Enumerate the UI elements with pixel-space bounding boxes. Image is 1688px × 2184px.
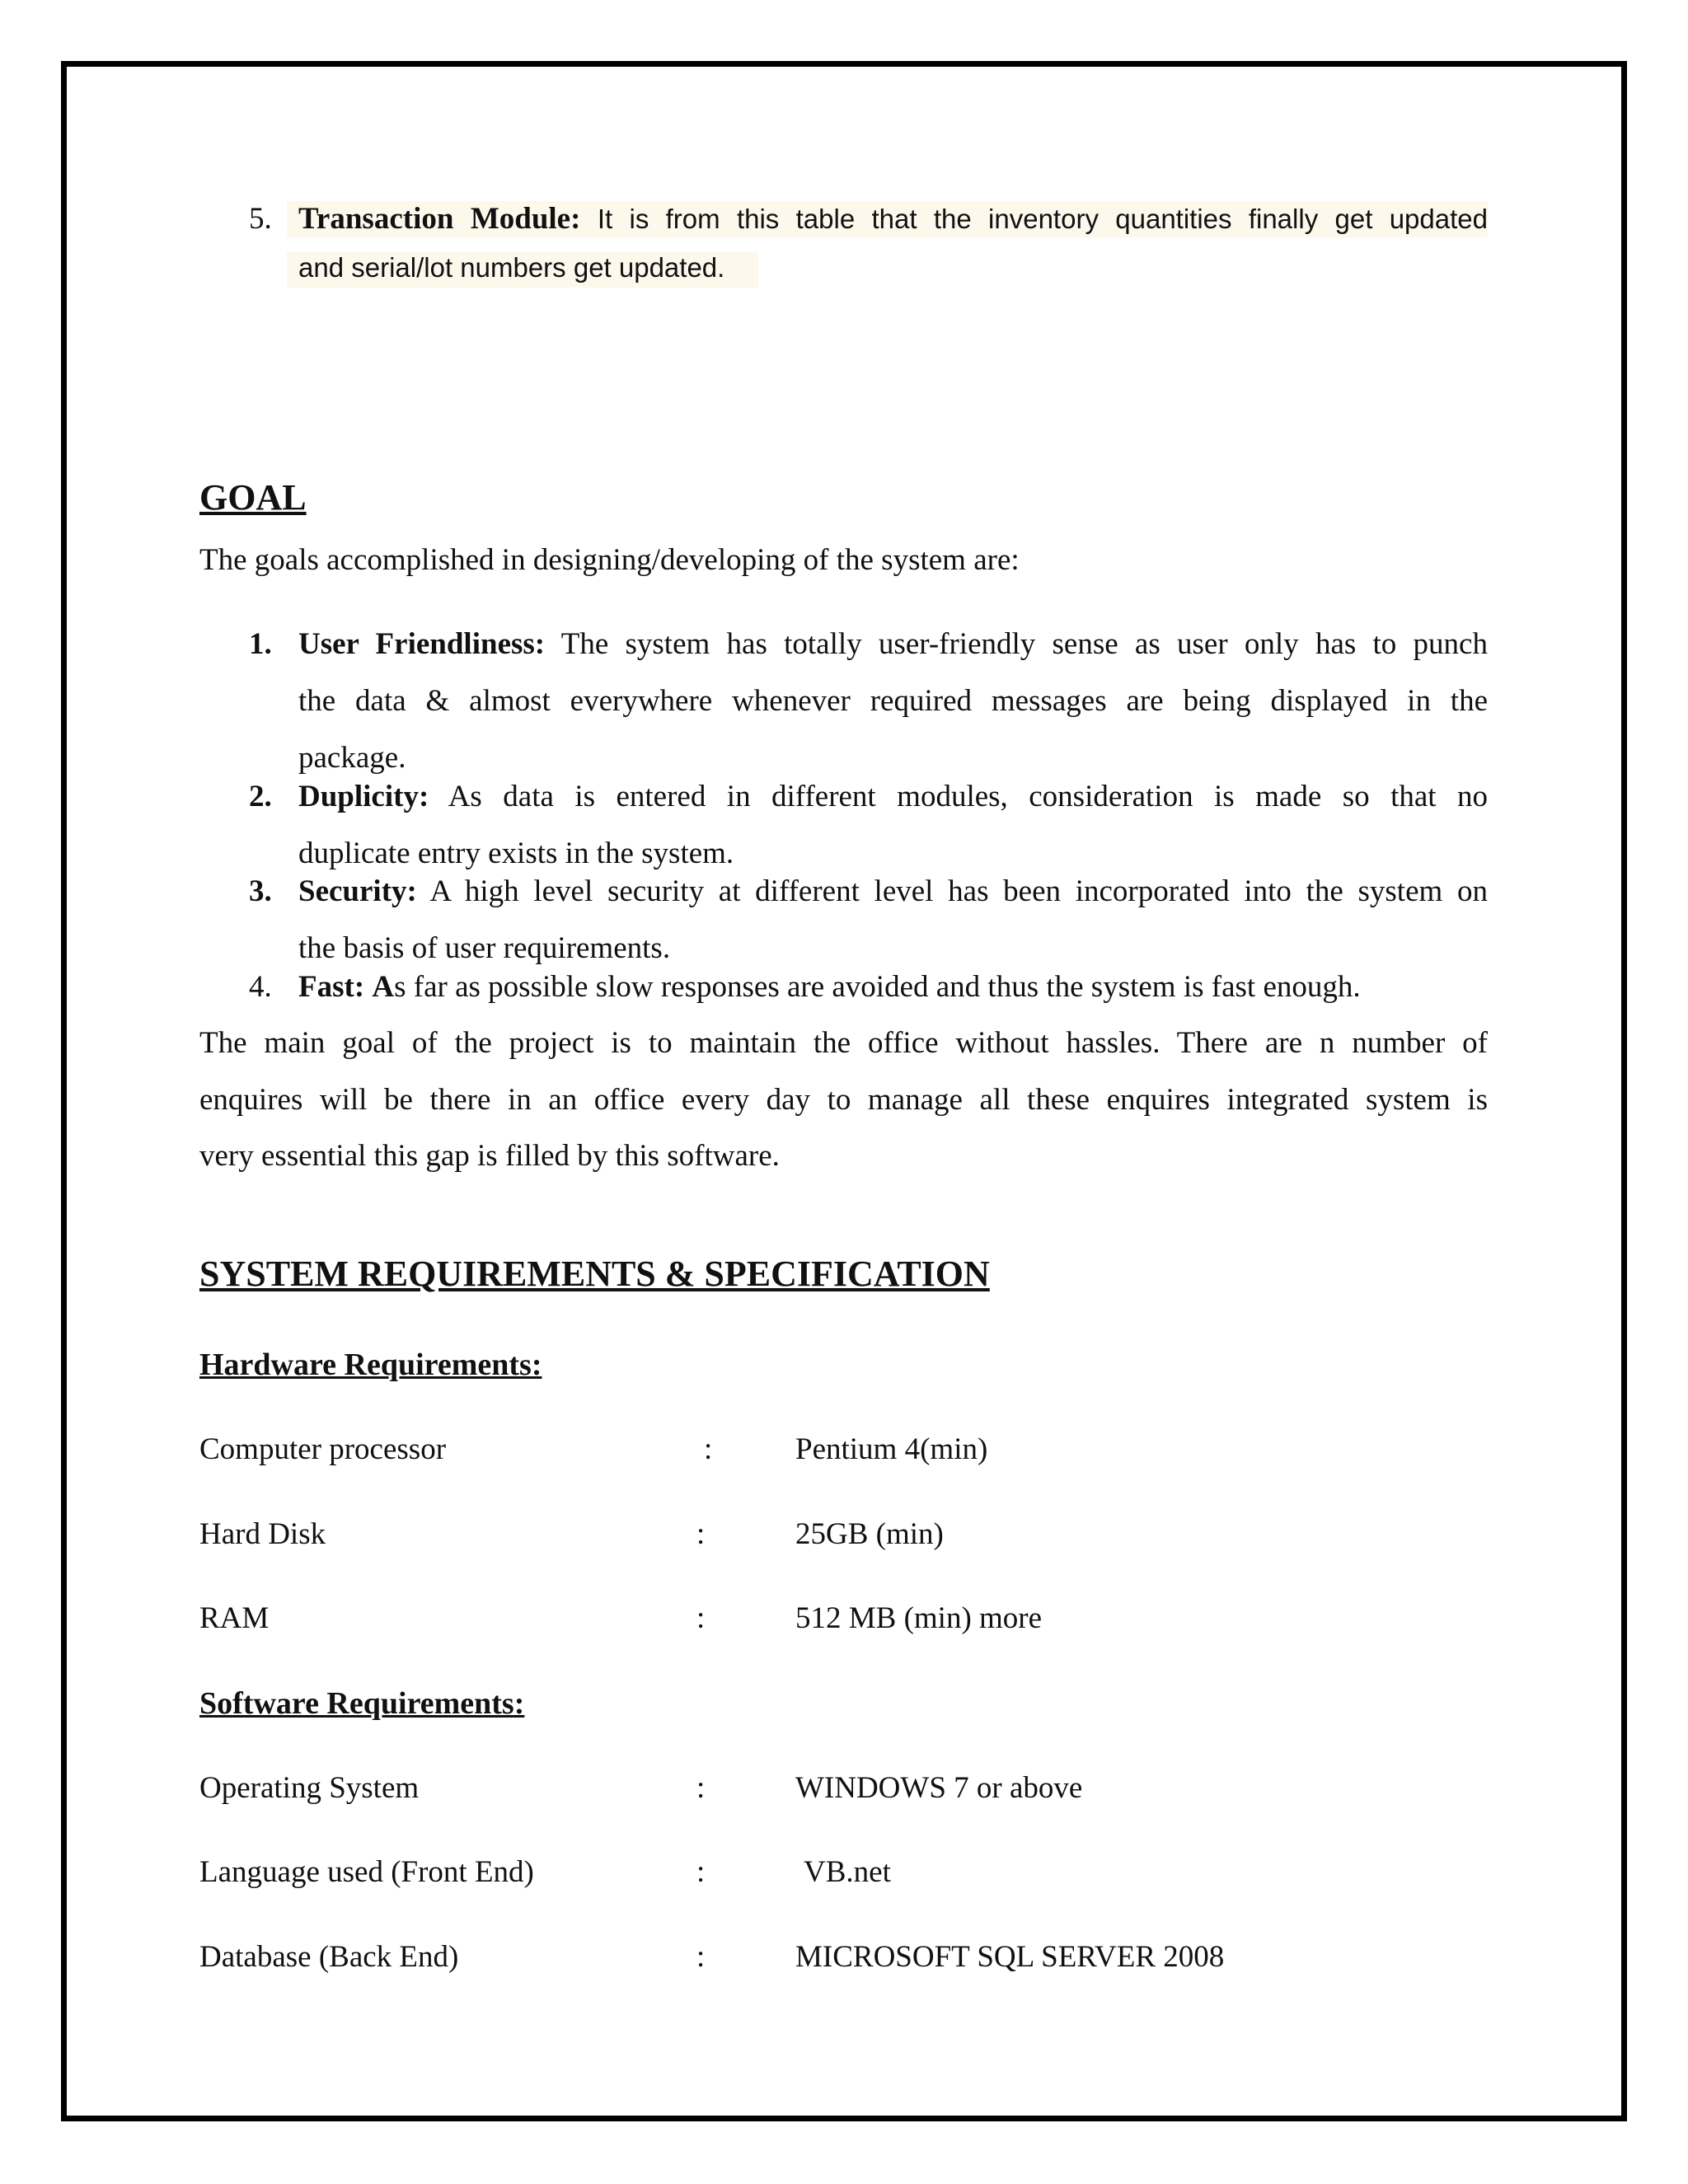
list-number: 5.: [249, 202, 272, 236]
list-number: 4.: [249, 970, 272, 1004]
goal-item-1-line-2: the data & almost everywhere whenever required messages are being displayed in the: [298, 684, 1488, 718]
software-label: Operating System: [199, 1771, 420, 1805]
goal-item-1-line-1: [298, 626, 1488, 662]
goal-item-text: As data is entered in different modules, consideration is made so that no: [448, 780, 1488, 813]
list-number: 1.: [249, 627, 272, 661]
goal-item-label: User Friendliness:: [298, 627, 546, 661]
transaction-label: Transaction Module:: [298, 202, 581, 236]
transaction-line-1: [298, 201, 1488, 237]
separator: :: [696, 1940, 706, 1974]
transaction-line-2: and serial/lot numbers get updated.: [298, 252, 725, 283]
hardware-value: 25GB (min): [795, 1517, 944, 1551]
goal-item-4-line-1: [298, 969, 1361, 1005]
goal-item-text: The system has totally user-friendly sense as user only has to punch: [560, 627, 1488, 661]
software-value: MICROSOFT SQL SERVER 2008: [795, 1940, 1225, 1974]
goal-paragraph-line-1: The main goal of the project is to maintain the office without hassles. There are n number of: [199, 1026, 1488, 1060]
list-number: 3.: [249, 874, 272, 908]
goal-item-1-line-3: package.: [298, 741, 406, 775]
software-label: Language used (Front End): [199, 1855, 534, 1889]
hardware-label: RAM: [199, 1601, 270, 1635]
list-number: 2.: [249, 780, 272, 813]
goal-item-label: Duplicity:: [298, 780, 429, 813]
separator: :: [696, 1771, 706, 1805]
hardware-value: Pentium 4(min): [795, 1432, 988, 1466]
goal-paragraph-line-2: enquires will be there in an office every day to manage all these enquires integrated system is: [199, 1083, 1488, 1117]
goal-item-text: A high level security at different level has been incorporated into the system on: [429, 874, 1488, 908]
goal-item-label: Security:: [298, 874, 417, 908]
goal-item-2-line-2: duplicate entry exists in the system.: [298, 837, 734, 870]
separator: :: [696, 1855, 706, 1889]
separator: :: [696, 1517, 706, 1551]
sysreq-heading: SYSTEM REQUIREMENTS & SPECIFICATION: [199, 1254, 990, 1294]
hardware-value: 512 MB (min) more: [795, 1601, 1043, 1635]
separator: :: [704, 1432, 713, 1466]
software-value: WINDOWS 7 or above: [795, 1771, 1083, 1805]
hardware-label: Computer processor: [199, 1432, 447, 1466]
goal-item-label: Fast:: [298, 970, 365, 1004]
goal-item-3-line-2: the basis of user requirements.: [298, 931, 671, 965]
hardware-heading: Hardware Requirements:: [199, 1347, 542, 1382]
goal-intro: The goals accomplished in designing/developing of the system are:: [199, 543, 1020, 577]
software-label: Database (Back End): [199, 1940, 459, 1974]
goal-item-3-line-1: [298, 874, 1488, 909]
goal-paragraph-line-3: very essential this gap is filled by this software.: [199, 1139, 780, 1173]
goal-item-label-extra: A: [372, 970, 395, 1004]
hardware-label: Hard Disk: [199, 1517, 326, 1551]
goal-item-2-line-1: [298, 779, 1488, 814]
software-heading: Software Requirements:: [199, 1686, 525, 1721]
goal-heading: GOAL: [199, 477, 307, 518]
software-value: VB.net: [804, 1855, 891, 1889]
transaction-text: It is from this table that the inventory quantities finally get updated: [597, 204, 1488, 234]
separator: :: [696, 1601, 706, 1635]
goal-item-text: s far as possible slow responses are avoided and thus the system is fast enough.: [394, 970, 1361, 1004]
